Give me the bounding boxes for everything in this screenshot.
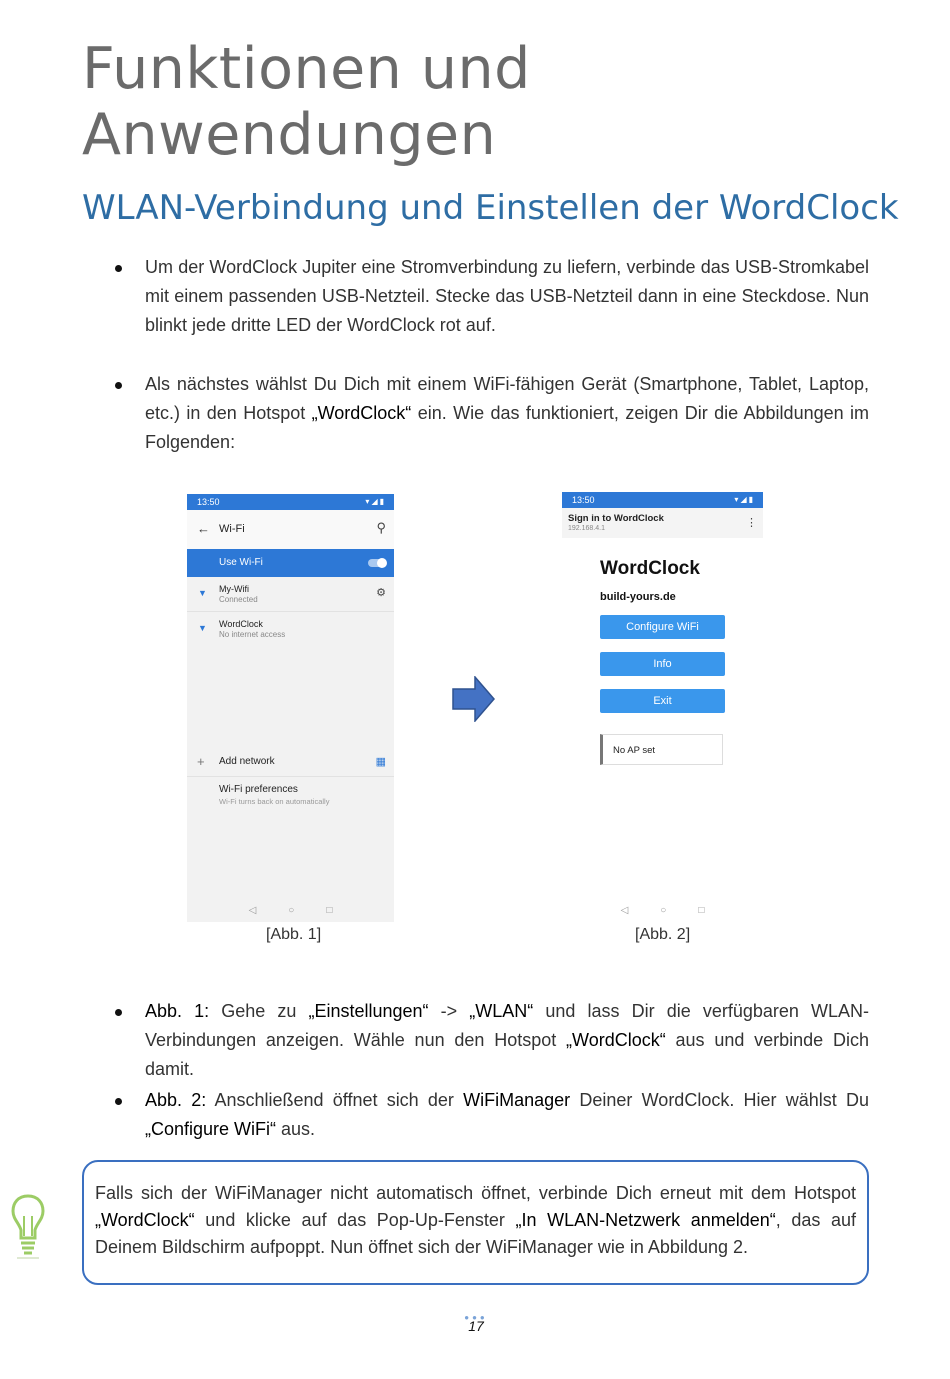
figure-bullets	[111, 997, 869, 1144]
nav-bar	[562, 905, 763, 916]
status-bar	[562, 492, 763, 508]
network-name: My-Wifi	[219, 584, 249, 594]
bullet-icon	[115, 1009, 122, 1016]
emphasis: WiFiManager	[463, 1090, 571, 1110]
exit-button[interactable]: Exit	[600, 689, 725, 713]
bullet-text: ein. Wie das funktioniert, zeigen Dir die Abbildungen im Folgenden:	[145, 403, 869, 452]
use-wifi-label: Use Wi-Fi	[219, 557, 263, 568]
back-nav-icon[interactable]: ◁	[620, 905, 661, 916]
home-nav-icon[interactable]: ○	[660, 905, 699, 916]
wifi-signal-icon: ▼	[198, 588, 207, 598]
bullet-text: Deiner WordClock. Hier wählst Du	[570, 1090, 870, 1110]
page-footer	[458, 1313, 494, 1334]
plus-icon: +	[197, 754, 205, 769]
prefs-title: Wi-Fi preferences	[219, 784, 298, 795]
configure-wifi-button[interactable]: Configure WiFi	[600, 615, 725, 639]
recents-nav-icon[interactable]: □	[326, 905, 365, 916]
status-time: 13:50	[572, 495, 595, 505]
network-wordclock[interactable]	[187, 612, 394, 646]
bullet-text: Gehe zu	[209, 1001, 309, 1021]
status-bar	[187, 494, 394, 510]
page-title: Funktionen und Anwendungen	[82, 36, 531, 168]
network-status: Connected	[219, 595, 258, 604]
info-button[interactable]: Info	[600, 652, 725, 676]
use-wifi-row[interactable]	[187, 549, 394, 577]
bullet-text: aus und verbinde Dich damit.	[145, 1030, 869, 1079]
note-text: , das auf Deinem Bildschirm aufpoppt. Nun öffnet sich der WiFiManager wie in Abbildung 2.	[95, 1210, 857, 1257]
lightbulb-icon	[10, 1192, 46, 1264]
emphasis: „Einstellungen“	[308, 1001, 429, 1021]
portal-domain: build-yours.de	[600, 591, 676, 603]
bullet-text: Als nächstes wählst Du Dich mit einem WiFi-fähigen Gerät (Smartphone, Tablet, Laptop, etc.) in den Hotspot	[145, 374, 869, 423]
tip-note-box	[82, 1160, 869, 1285]
portal-brand: WordClock	[600, 558, 700, 579]
header-title: Wi-Fi	[219, 523, 245, 535]
network-my-wifi[interactable]	[187, 577, 394, 612]
emphasis: „Configure WiFi“	[145, 1119, 277, 1139]
bullet-icon	[115, 1098, 122, 1105]
emphasis: „WordClock“	[566, 1030, 666, 1050]
prefs-subtitle: Wi-Fi turns back on automatically	[219, 797, 330, 806]
note-text: Falls sich der WiFiManager nicht automatisch öffnet, verbinde Dich erneut mit dem Hotspot	[95, 1183, 856, 1203]
bullet-text: Um der WordClock Jupiter eine Stromverbindung zu liefern, verbinde das USB-Stromkabel mit einem passenden USB-Netzteil. Stecke das USB-Netzteil dann in eine Steckdose. Nun blinkt jede dritte LED der WordClock rot auf.	[145, 257, 869, 335]
list-item	[111, 253, 869, 340]
portal-header	[562, 508, 763, 538]
note-text: und klicke auf das Pop-Up-Fenster	[194, 1210, 516, 1230]
wifi-toggle[interactable]	[368, 559, 386, 567]
home-nav-icon[interactable]: ○	[288, 905, 327, 916]
header-ip: 192.168.4.1	[568, 525, 605, 532]
arrow-right-icon	[452, 676, 496, 722]
bullet-text: und lass Dir die verfügbaren WLAN-Verbindungen anzeigen. Wähle nun den Hotspot	[145, 1001, 869, 1050]
bullet-icon	[115, 265, 122, 272]
add-network-label: Add network	[219, 756, 275, 767]
status-icons: ▾◢▮	[734, 495, 755, 504]
toggle-knob	[377, 558, 387, 568]
bullet-text: ->	[428, 1001, 470, 1021]
bullet-text: Anschließend öffnet sich der	[206, 1090, 464, 1110]
network-status: No internet access	[219, 630, 286, 639]
figure-2-screenshot	[562, 492, 763, 922]
figure-2-caption: [Abb. 2]	[635, 926, 691, 943]
bullet-text: aus.	[276, 1119, 316, 1139]
qr-code-icon[interactable]: ▦	[375, 756, 386, 768]
gear-icon[interactable]: ⚙	[376, 587, 386, 599]
wifi-preferences[interactable]	[219, 784, 329, 806]
intro-bullets	[111, 253, 869, 457]
figure-1-caption: [Abb. 1]	[266, 926, 322, 943]
section-title: WLAN-Verbindung und Einstellen der WordClock	[82, 188, 899, 228]
status-icons: ▾◢▮	[365, 497, 386, 506]
ap-status-box: No AP set	[600, 734, 723, 765]
add-network-row[interactable]	[187, 750, 394, 777]
header-title: Sign in to WordClock	[568, 513, 664, 524]
hotspot-name: „WordClock“	[311, 403, 412, 423]
bullet-icon	[115, 382, 122, 389]
list-item	[111, 997, 869, 1084]
app-header	[187, 510, 394, 549]
network-name: WordClock	[219, 619, 263, 629]
recents-nav-icon[interactable]: □	[698, 905, 737, 916]
list-item	[111, 370, 869, 457]
emphasis: „In WLAN-Netzwerk anmelden“	[515, 1210, 776, 1230]
page-number: 17	[468, 1318, 484, 1334]
figure-1-screenshot	[187, 494, 394, 922]
nav-bar	[187, 905, 394, 916]
more-menu-icon[interactable]: ⋮	[746, 517, 757, 529]
footer-dots-icon: ●●●	[464, 1313, 488, 1322]
search-icon[interactable]: ⚲	[376, 520, 386, 535]
wifi-signal-icon: ▼	[198, 623, 207, 633]
back-arrow-icon[interactable]: ←	[197, 521, 210, 536]
figure-ref: Abb. 1:	[145, 1001, 210, 1021]
figure-ref: Abb. 2:	[145, 1090, 207, 1110]
emphasis: „WLAN“	[469, 1001, 534, 1021]
list-item	[111, 1086, 869, 1144]
back-nav-icon[interactable]: ◁	[248, 905, 289, 916]
status-time: 13:50	[197, 497, 220, 507]
emphasis: „WordClock“	[95, 1210, 195, 1230]
